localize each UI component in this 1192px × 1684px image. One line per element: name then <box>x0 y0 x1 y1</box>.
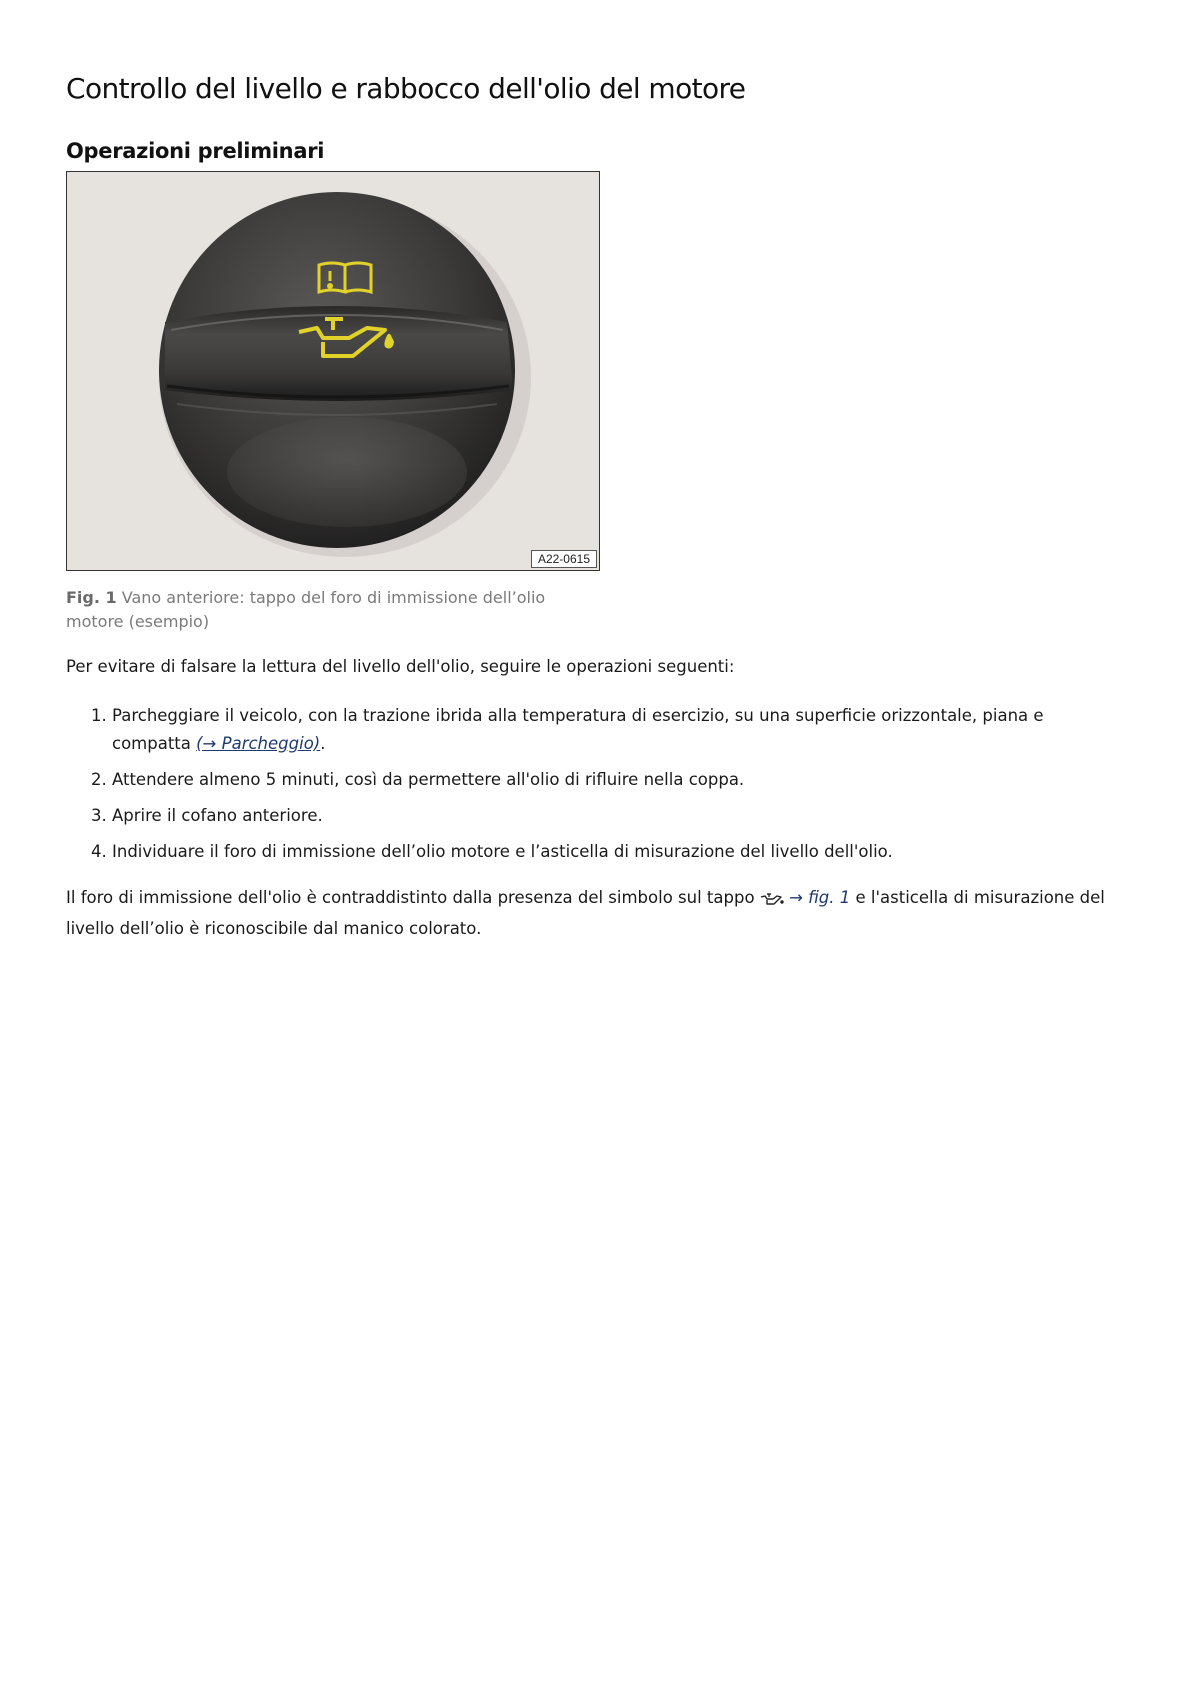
fig-1-link[interactable]: → fig. 1 <box>789 888 851 907</box>
figure-caption <box>66 586 606 634</box>
oil-can-icon <box>760 887 784 915</box>
step-text: Aprire il cofano anteriore. <box>112 806 323 825</box>
oil-cap-photo <box>67 172 599 570</box>
list-item <box>112 766 1126 794</box>
list-item <box>112 838 1126 866</box>
step-text: Individuare il foro di immissione dell’olio motore e l’asticella di misurazione del livello dell'olio. <box>112 842 893 861</box>
parcheggio-link[interactable]: (→ Parcheggio) <box>196 734 321 753</box>
paragraph-text: Il foro di immissione dell'olio è contraddistinto dalla presenza del simbolo sul tappo <box>66 888 760 907</box>
intro-text: Per evitare di falsare la lettura del livello dell'olio, seguire le operazioni seguenti: <box>66 657 735 676</box>
page-title: Controllo del livello e rabbocco dell'olio del motore <box>66 72 746 105</box>
list-item <box>112 702 1126 758</box>
paragraph-text-after: e l'asticella di misurazione del livello dell’olio è riconoscibile dal manico colorato. <box>66 888 1105 938</box>
step-text: Attendere almeno 5 minuti, così da permettere all'olio di rifluire nella coppa. <box>112 770 745 789</box>
step-text-after: . <box>320 734 326 753</box>
list-item <box>112 802 1126 830</box>
figure-caption-text: Vano anteriore: tappo del foro di immissione dell’olio motore (esempio) <box>66 588 546 631</box>
description-paragraph <box>66 884 1136 943</box>
steps-list <box>66 702 1126 874</box>
figure-label: Fig. 1 <box>66 588 117 607</box>
step-text: Parcheggiare il veicolo, con la trazione ibrida alla temperatura di esercizio, su una superficie orizzontale, piana e compatta <box>112 706 1044 753</box>
figure-code: A22-0615 <box>531 550 597 568</box>
figure-oil-cap <box>66 171 600 571</box>
section-heading: Operazioni preliminari <box>66 139 325 163</box>
